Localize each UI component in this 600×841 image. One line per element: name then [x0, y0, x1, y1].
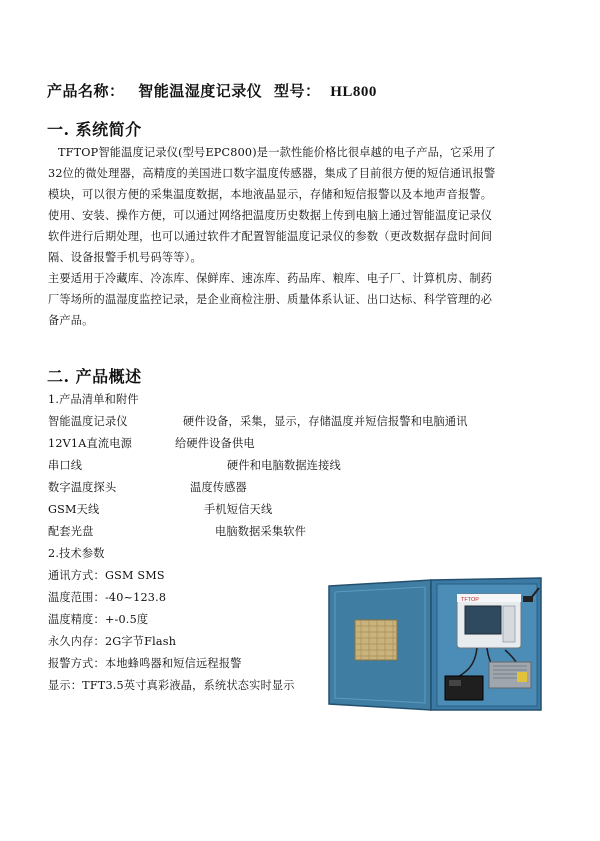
accessories-subheading: 1.产品清单和附件	[48, 393, 139, 406]
list-item-desc: 给硬件设备供电	[175, 437, 255, 450]
specs-subheading: 2.技术参数	[48, 547, 105, 560]
product-name: 智能温湿度记录仪	[138, 82, 263, 100]
list-item-desc: 硬件和电脑数据连接线	[227, 459, 341, 472]
section1-paragraph1: TFTOP智能温度记录仪(型号EPC800)是一款性能价格比很卓越的电子产品，它采用了32位的微处理器，高精度的美国进口数字温度传感器，集成了目前很方便的短信通讯报警模块，可以很方便的采集温度数据，本地液晶显示，存储和短信报警以及本地声音报警。使用、安装、操作方便，可以通过网络把温度历史数据上传到电脑上通过智能温度记录仪软件进行后期处理，也可以通过软件才配置智能温度记录仪的参数（更改数据存盘时间间隔、设备报警手机号码等等）。	[48, 146, 496, 264]
model-number: HL800	[330, 84, 377, 100]
section2-heading: 二. 产品概述	[47, 367, 142, 386]
list-item-name: 智能温度记录仪	[48, 415, 128, 428]
model-label: 型号：	[274, 82, 321, 100]
spec-item: 通讯方式：GSM SMS	[48, 569, 165, 582]
spec-item: 显示：TFT3.5英寸真彩液晶，系统状态实时显示	[48, 679, 295, 692]
list-item-desc: 温度传感器	[190, 481, 247, 494]
list-item-name: 12V1A直流电源	[48, 437, 133, 450]
spec-item: 温度范围：-40~123.8	[48, 591, 167, 604]
section1-paragraph2: 主要适用于冷藏库、冷冻库、保鲜库、速冻库、药品库、粮库、电子厂、计算机房、制药厂等场所的温湿度监控记录，是企业商检注册、质量体系认证、出口达标、科学管理的必备产品。	[48, 272, 493, 327]
product-title	[47, 80, 377, 101]
list-item-name: GSM天线	[48, 503, 100, 516]
list-item-name: 配套光盘	[48, 525, 94, 538]
device-brand-label: TFTOP	[461, 597, 479, 603]
section1-heading: 一. 系统简介	[47, 120, 142, 139]
list-item-desc: 电脑数据采集软件	[215, 525, 307, 538]
device-photo	[327, 576, 543, 712]
list-item-desc: 硬件设备，采集，显示，存储温度并短信报警和电脑通讯	[183, 415, 468, 428]
product-name-label: 产品名称：	[47, 82, 125, 100]
list-item-name: 串口线	[48, 459, 83, 472]
list-item-desc: 手机短信天线	[204, 503, 273, 516]
spec-item: 永久内存：2G字节Flash	[48, 635, 177, 648]
spec-item: 报警方式：本地蜂鸣器和短信远程报警	[48, 657, 242, 670]
list-item-name: 数字温度探头	[48, 481, 117, 494]
section1-body	[48, 142, 498, 331]
device-illustration	[327, 576, 543, 712]
spec-item: 温度精度：+-0.5度	[48, 613, 149, 626]
